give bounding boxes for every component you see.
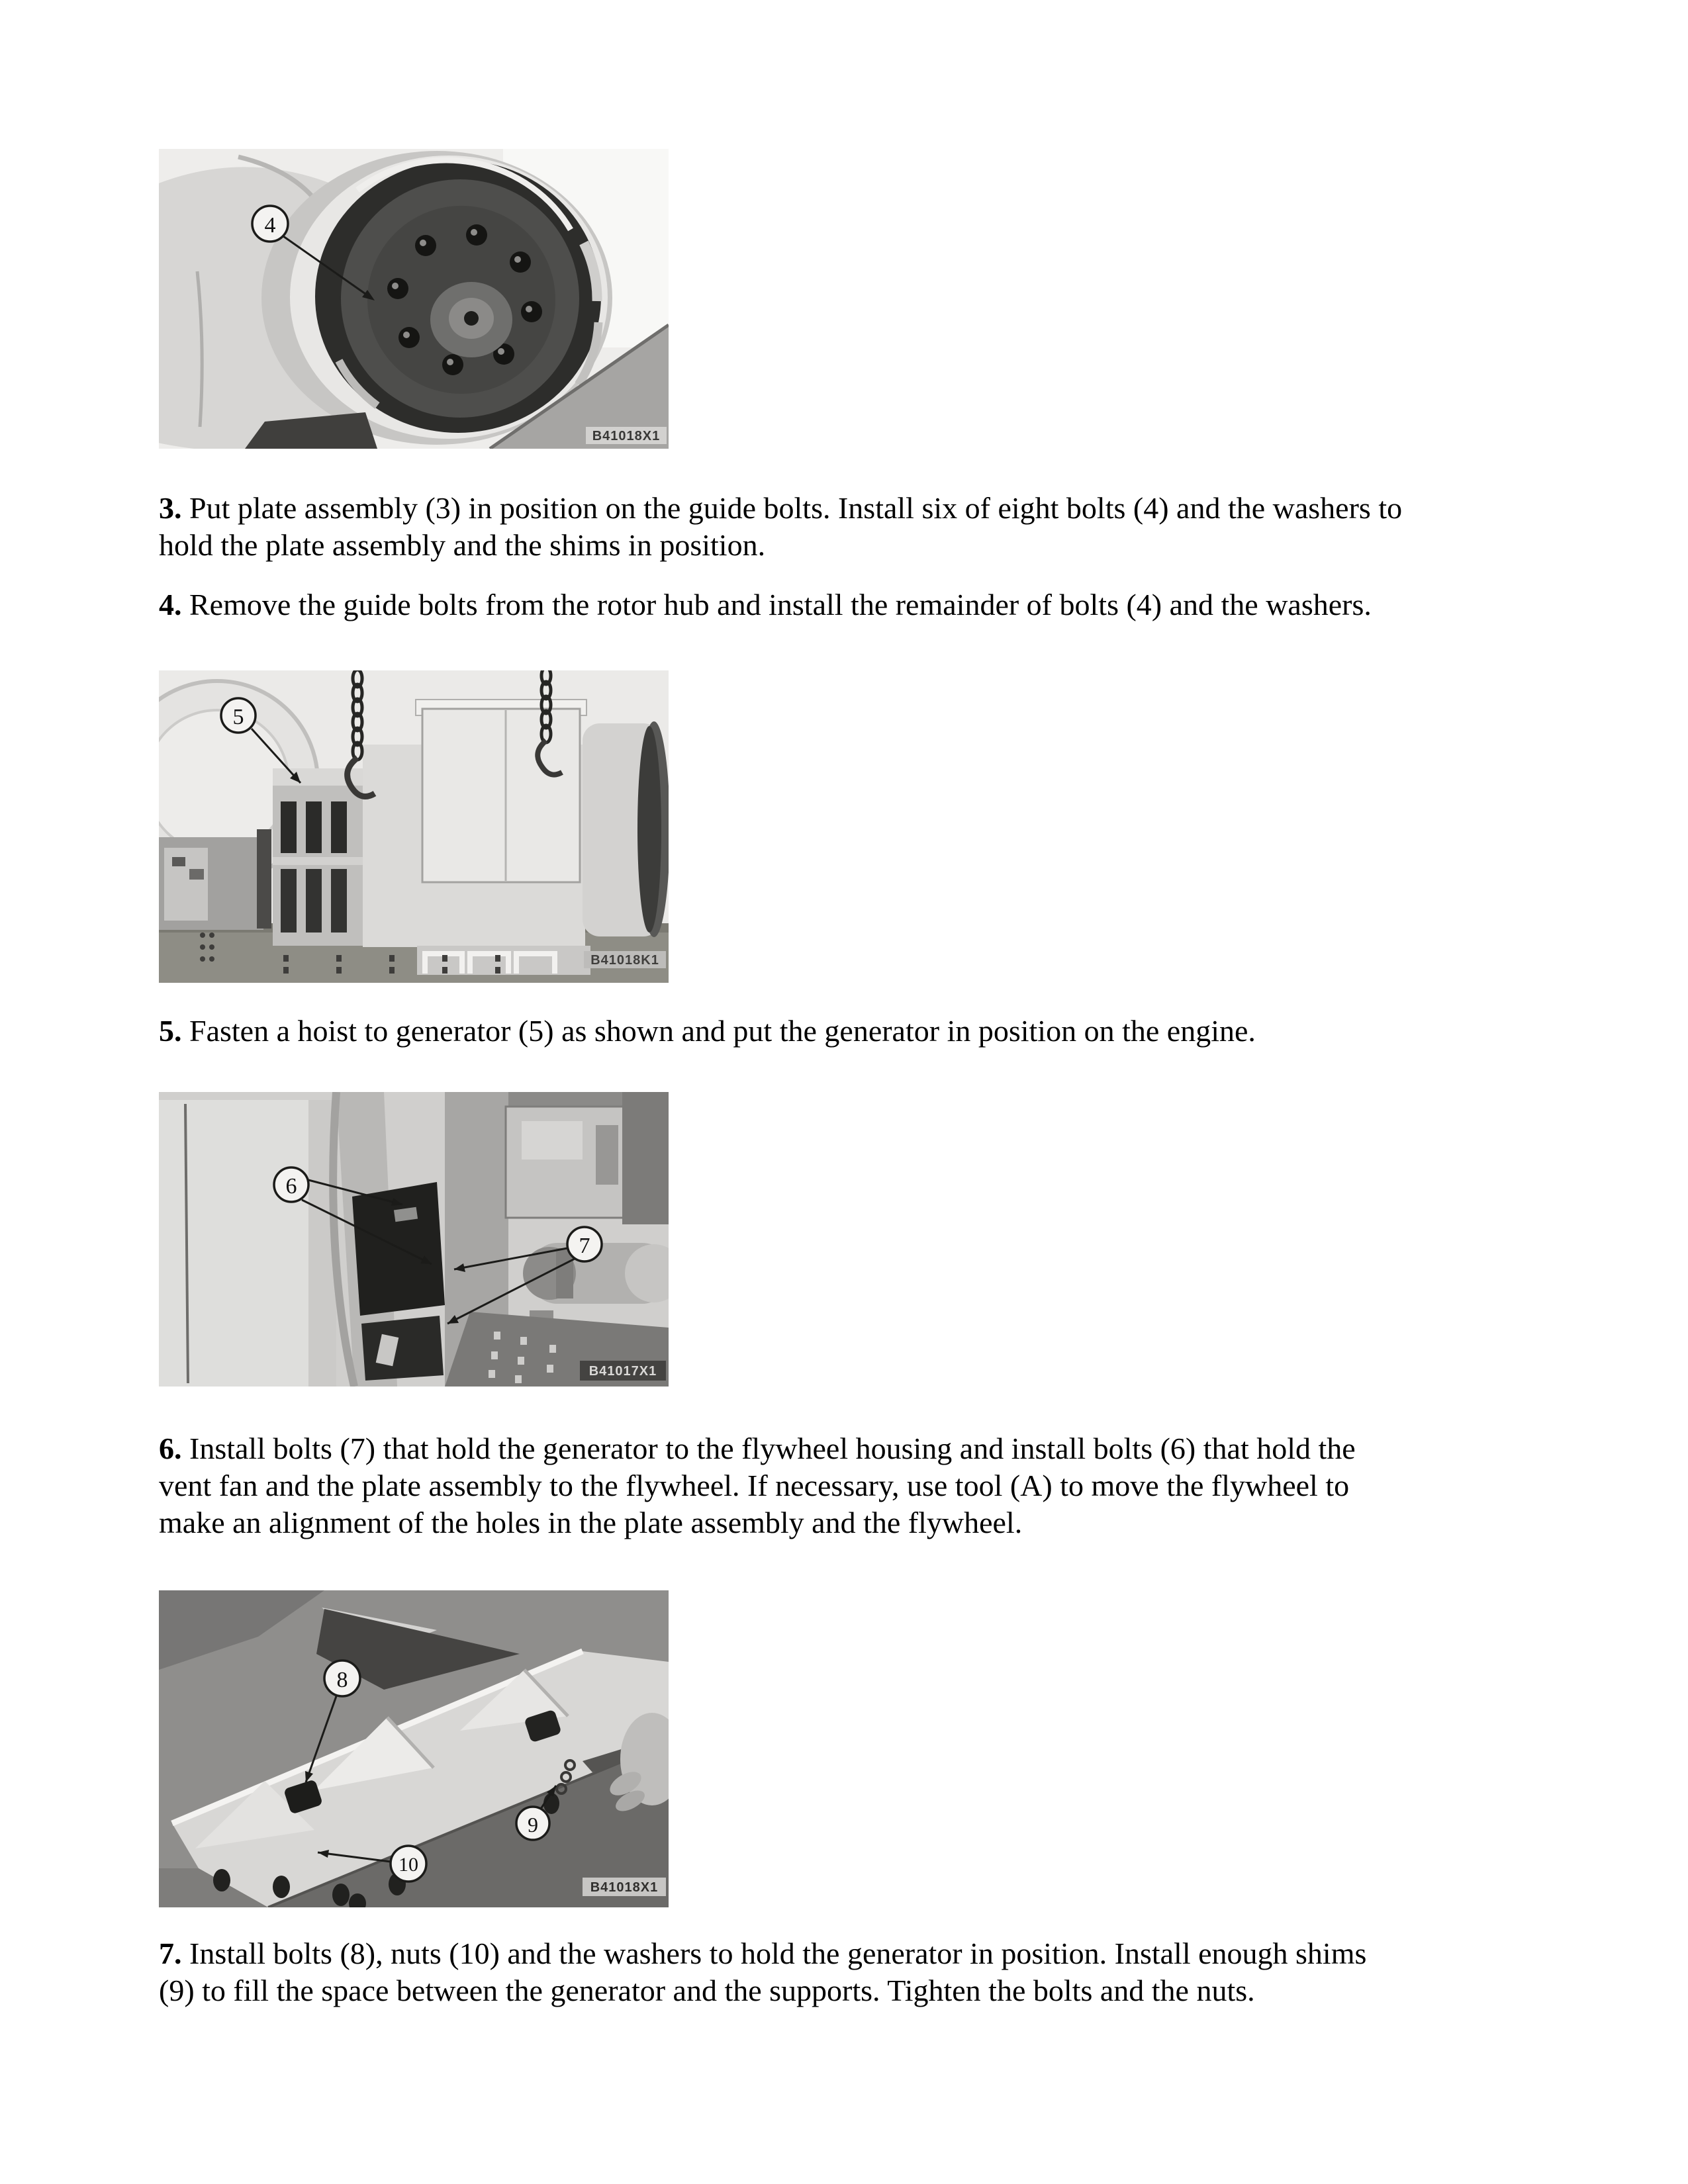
step-5-line-1: [159, 1013, 1546, 1050]
step-6-line-3: make an alignment of the holes in the plate assembly and the flywheel.: [159, 1506, 1023, 1539]
figure-flywheel-housing: [159, 1092, 669, 1387]
figure-code-chip: [586, 427, 667, 444]
step-7: [159, 1935, 1546, 2009]
callout-7-number: 7: [579, 1234, 590, 1258]
figure-code: B41018K1: [590, 953, 659, 968]
step-6-number: 6.: [159, 1432, 182, 1465]
step-6-text: Install bolts (7) that hold the generator to the flywheel housing and install bolts (6) that hold the: [189, 1432, 1356, 1465]
figure-code-chip: [584, 951, 666, 968]
figure-code: B41018X1: [592, 429, 661, 443]
figure-code-chip: [583, 1878, 666, 1896]
step-5-text: Fasten a hoist to generator (5) as shown and put the generator in position on the engine.: [189, 1014, 1256, 1048]
figure-generator-hoist: [159, 670, 669, 983]
step-3: [159, 490, 1546, 564]
step-7-line-1: [159, 1935, 1546, 1972]
callout-9-number: 9: [528, 1813, 538, 1837]
callout-6-number: 6: [285, 1174, 297, 1199]
step-6: [159, 1430, 1546, 1541]
callout-10-number: 10: [399, 1854, 418, 1876]
callout-4-number: 4: [264, 213, 276, 238]
step-3-number: 3.: [159, 491, 182, 525]
figure-support-rail: [159, 1590, 669, 1907]
step-4-text: Remove the guide bolts from the rotor hub and install the remainder of bolts (4) and the washers.: [189, 588, 1372, 621]
step-3-line-2: hold the plate assembly and the shims in position.: [159, 528, 766, 562]
step-4: [159, 586, 1546, 623]
step-5: [159, 1013, 1546, 1050]
figure-code: B41018X1: [590, 1880, 659, 1895]
callout-5-number: 5: [232, 705, 244, 729]
step-3-line-1: [159, 490, 1546, 527]
step-3-text: Put plate assembly (3) in position on the guide bolts. Install six of eight bolts (4) and the washers to: [189, 491, 1403, 525]
photo-artwork: [159, 149, 669, 449]
step-6-line-2: vent fan and the plate assembly to the flywheel. If necessary, use tool (A) to move the flywheel to: [159, 1469, 1350, 1502]
step-7-number: 7.: [159, 1936, 182, 1970]
step-4-line-1: [159, 586, 1546, 623]
step-7-text: Install bolts (8), nuts (10) and the washers to hold the generator in position. Install enough shims: [189, 1936, 1367, 1970]
step-5-number: 5.: [159, 1014, 182, 1048]
figure-code-chip: [580, 1361, 666, 1381]
step-7-line-2: (9) to fill the space between the generator and the supports. Tighten the bolts and the nuts.: [159, 1974, 1255, 2007]
callout-8-number: 8: [336, 1668, 348, 1692]
figure-code: B41017X1: [588, 1364, 657, 1379]
step-4-number: 4.: [159, 588, 182, 621]
figure-rotor-hub: [159, 149, 669, 449]
step-6-line-1: [159, 1430, 1546, 1467]
